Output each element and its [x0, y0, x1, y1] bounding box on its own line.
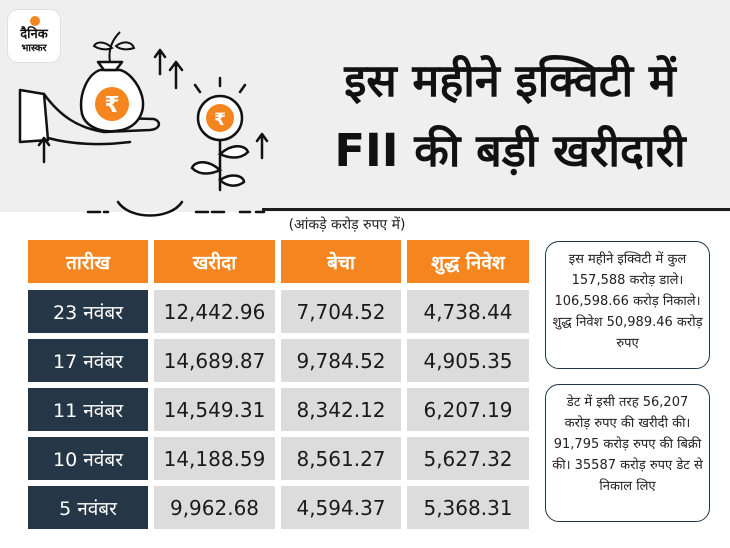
investment-illustration [0, 27, 290, 220]
rupee-coin-plant-icon [192, 78, 248, 190]
svg-text:₹: ₹ [104, 93, 120, 118]
table-row-date: 10 नवंबर [28, 437, 148, 480]
table-cell-sold: 7,704.52 [281, 290, 401, 333]
table-cell-net: 5,368.31 [407, 486, 529, 529]
table-cell-net: 6,207.19 [407, 388, 529, 431]
table-cell-bought: 12,442.96 [154, 290, 275, 333]
equity-summary-note: इस महीने इक्विटी में कुल 157,588 करोड़ डाले। 106,598.66 करोड़ निकाले। शुद्ध निवेश 50,989.46 करोड़ रुपए [545, 241, 710, 369]
ground-decoration [88, 202, 264, 216]
table-cell-sold: 8,342.12 [281, 388, 401, 431]
table-row-date: 5 नवंबर [28, 486, 148, 529]
table-row-date: 17 नवंबर [28, 339, 148, 382]
header-sold: बेचा [281, 240, 401, 283]
rupee-money-bag-icon [81, 32, 143, 131]
table-cell-bought: 14,188.59 [154, 437, 275, 480]
headline-line2: FII की बड़ी खरीदारी [334, 124, 686, 177]
table-cell-sold: 8,561.27 [281, 437, 401, 480]
table-cell-sold: 4,594.37 [281, 486, 401, 529]
header-net-investment: शुद्ध निवेश [407, 240, 529, 283]
headline-line1: इस महीने इक्विटी में [344, 54, 676, 107]
header-bought: खरीदा [154, 240, 275, 283]
sun-logo-icon [30, 16, 40, 26]
table-cell-bought: 9,962.68 [154, 486, 275, 529]
debt-summary-note: डेट में इसी तरह 56,207 करोड़ रुपए की खरीदी की। 91,795 करोड़ रुपए की बिक्री की। 35587 करोड़ रुपए डेट से निकाल लिए [545, 384, 710, 522]
logo-text-line2: भास्कर [21, 43, 47, 54]
units-note: (आंकड़े करोड़ रुपए में) [288, 217, 406, 233]
table-cell-net: 4,905.35 [407, 339, 529, 382]
header-date: तारीख [28, 240, 148, 283]
logo-text-line1: दैनिक [20, 27, 48, 42]
divider-line [262, 208, 730, 211]
table-cell-net: 5,627.32 [407, 437, 529, 480]
svg-text:₹: ₹ [214, 110, 226, 130]
table-row-date: 11 नवंबर [28, 388, 148, 431]
table-cell-net: 4,738.44 [407, 290, 529, 333]
table-cell-sold: 9,784.52 [281, 339, 401, 382]
table-row-date: 23 नवंबर [28, 290, 148, 333]
table-cell-bought: 14,689.87 [154, 339, 275, 382]
table-cell-bought: 14,549.31 [154, 388, 275, 431]
